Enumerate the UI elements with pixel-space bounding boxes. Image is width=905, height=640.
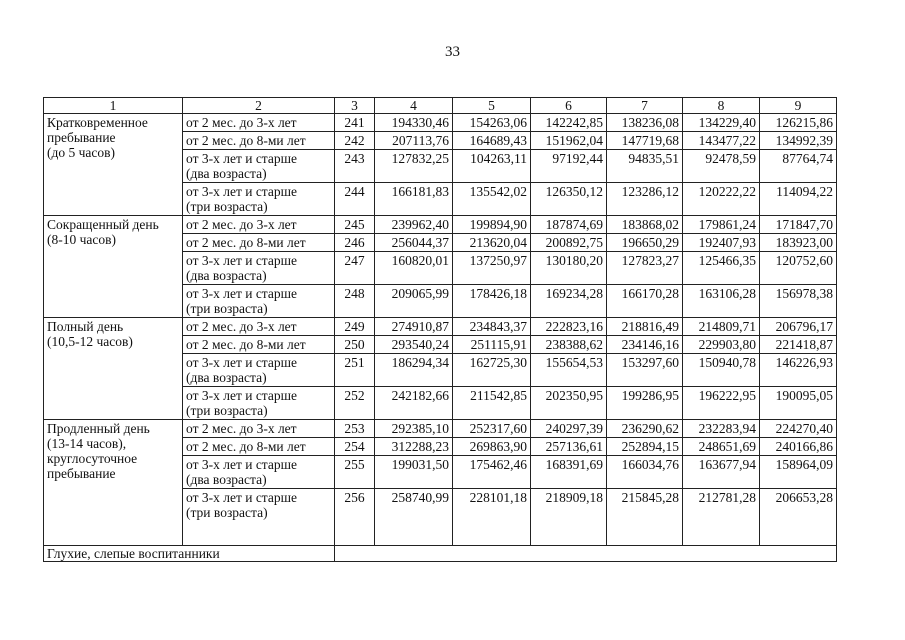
age-group-line: (три возраста) [186, 403, 268, 418]
value-cell: 211542,85 [453, 387, 531, 420]
value-cell: 187874,69 [531, 216, 607, 234]
column-header: 6 [531, 98, 607, 114]
value-cell: 206796,17 [760, 318, 837, 336]
value-cell: 166034,76 [607, 456, 683, 489]
code-cell: 245 [335, 216, 375, 234]
age-group-line: от 3-х лет и старше [186, 490, 298, 505]
value-cell: 269863,90 [453, 438, 531, 456]
value-cell: 134229,40 [683, 114, 760, 132]
value-cell: 213620,04 [453, 234, 531, 252]
value-cell: 155654,53 [531, 354, 607, 387]
value-cell: 240166,86 [760, 438, 837, 456]
value-cell: 192407,93 [683, 234, 760, 252]
age-group-line: от 2 мес. до 8-ми лет [186, 337, 306, 352]
value-cell: 186294,34 [375, 354, 453, 387]
value-cell: 168391,69 [531, 456, 607, 489]
value-cell: 224270,40 [760, 420, 837, 438]
category-cell [44, 216, 183, 318]
age-group-line: от 2 мес. до 3-х лет [186, 421, 297, 436]
age-group-cell [183, 354, 335, 387]
value-cell: 92478,59 [683, 150, 760, 183]
category-line: (8-10 часов) [47, 232, 117, 247]
footer-label: Глухие, слепые воспитанники [44, 546, 335, 562]
value-cell: 256044,37 [375, 234, 453, 252]
value-cell: 190095,05 [760, 387, 837, 420]
value-cell: 206653,28 [760, 489, 837, 546]
value-cell: 150940,78 [683, 354, 760, 387]
value-cell: 97192,44 [531, 150, 607, 183]
age-group-cell [183, 234, 335, 252]
category-line: пребывание [47, 466, 116, 481]
category-line: (до 5 часов) [47, 145, 116, 160]
value-cell: 169234,28 [531, 285, 607, 318]
value-cell: 199894,90 [453, 216, 531, 234]
value-cell: 142242,85 [531, 114, 607, 132]
value-cell: 215845,28 [607, 489, 683, 546]
category-line: Продленный день [47, 421, 150, 436]
value-cell: 212781,28 [683, 489, 760, 546]
age-group-cell [183, 216, 335, 234]
code-cell: 249 [335, 318, 375, 336]
value-cell: 179861,24 [683, 216, 760, 234]
value-cell: 242182,66 [375, 387, 453, 420]
value-cell: 87764,74 [760, 150, 837, 183]
category-line: Кратковременное [47, 115, 148, 130]
value-cell: 200892,75 [531, 234, 607, 252]
value-cell: 151962,04 [531, 132, 607, 150]
value-cell: 221418,87 [760, 336, 837, 354]
age-group-cell [183, 336, 335, 354]
age-group-line: от 3-х лет и старше [186, 388, 298, 403]
age-group-line: (два возраста) [186, 166, 267, 181]
value-cell: 178426,18 [453, 285, 531, 318]
value-cell: 123286,12 [607, 183, 683, 216]
age-group-line: от 2 мес. до 3-х лет [186, 217, 297, 232]
category-line: Полный день [47, 319, 124, 334]
value-cell: 183923,00 [760, 234, 837, 252]
value-cell: 126350,12 [531, 183, 607, 216]
value-cell: 163106,28 [683, 285, 760, 318]
category-line: (10,5-12 часов) [47, 334, 133, 349]
category-line: (13-14 часов), [47, 436, 127, 451]
value-cell: 258740,99 [375, 489, 453, 546]
age-group-line: от 2 мес. до 3-х лет [186, 115, 297, 130]
column-header: 1 [44, 98, 183, 114]
code-cell: 255 [335, 456, 375, 489]
value-cell: 196222,95 [683, 387, 760, 420]
age-group-line: (два возраста) [186, 268, 267, 283]
value-cell: 143477,22 [683, 132, 760, 150]
column-header: 3 [335, 98, 375, 114]
value-cell: 126215,86 [760, 114, 837, 132]
value-cell: 162725,30 [453, 354, 531, 387]
value-cell: 125466,35 [683, 252, 760, 285]
value-cell: 202350,95 [531, 387, 607, 420]
value-cell: 130180,20 [531, 252, 607, 285]
column-header: 5 [453, 98, 531, 114]
age-group-line: (три возраста) [186, 199, 268, 214]
value-cell: 175462,46 [453, 456, 531, 489]
age-group-line: от 2 мес. до 8-ми лет [186, 439, 306, 454]
header-row [44, 98, 837, 114]
value-cell: 222823,16 [531, 318, 607, 336]
age-group-cell [183, 150, 335, 183]
value-cell: 120752,60 [760, 252, 837, 285]
category-cell [44, 114, 183, 216]
age-group-cell [183, 183, 335, 216]
value-cell: 138236,08 [607, 114, 683, 132]
value-cell: 94835,51 [607, 150, 683, 183]
age-group-cell [183, 489, 335, 546]
value-cell: 134992,39 [760, 132, 837, 150]
value-cell: 257136,61 [531, 438, 607, 456]
value-cell: 229903,80 [683, 336, 760, 354]
value-cell: 274910,87 [375, 318, 453, 336]
value-cell: 209065,99 [375, 285, 453, 318]
category-cell [44, 318, 183, 420]
age-group-cell [183, 456, 335, 489]
age-group-line: от 3-х лет и старше [186, 286, 298, 301]
value-cell: 166170,28 [607, 285, 683, 318]
table-row [44, 318, 837, 336]
table-body [44, 114, 837, 546]
age-group-cell [183, 285, 335, 318]
value-cell: 232283,94 [683, 420, 760, 438]
code-cell: 247 [335, 252, 375, 285]
age-group-cell [183, 318, 335, 336]
code-cell: 256 [335, 489, 375, 546]
tariff-table [43, 97, 837, 562]
value-cell: 160820,01 [375, 252, 453, 285]
code-cell: 246 [335, 234, 375, 252]
value-cell: 218909,18 [531, 489, 607, 546]
age-group-line: (два возраста) [186, 370, 267, 385]
column-header: 2 [183, 98, 335, 114]
value-cell: 137250,97 [453, 252, 531, 285]
value-cell: 163677,94 [683, 456, 760, 489]
value-cell: 252894,15 [607, 438, 683, 456]
value-cell: 239962,40 [375, 216, 453, 234]
value-cell: 312288,23 [375, 438, 453, 456]
value-cell: 228101,18 [453, 489, 531, 546]
value-cell: 292385,10 [375, 420, 453, 438]
age-group-line: от 2 мес. до 8-ми лет [186, 235, 306, 250]
value-cell: 183868,02 [607, 216, 683, 234]
value-cell: 238388,62 [531, 336, 607, 354]
value-cell: 146226,93 [760, 354, 837, 387]
category-cell [44, 420, 183, 546]
value-cell: 196650,29 [607, 234, 683, 252]
value-cell: 194330,46 [375, 114, 453, 132]
value-cell: 147719,68 [607, 132, 683, 150]
value-cell: 166181,83 [375, 183, 453, 216]
code-cell: 253 [335, 420, 375, 438]
value-cell: 158964,09 [760, 456, 837, 489]
code-cell: 244 [335, 183, 375, 216]
column-header: 4 [375, 98, 453, 114]
age-group-cell [183, 438, 335, 456]
code-cell: 251 [335, 354, 375, 387]
value-cell: 207113,76 [375, 132, 453, 150]
footer-row [44, 546, 837, 562]
category-line: пребывание [47, 130, 116, 145]
value-cell: 236290,62 [607, 420, 683, 438]
category-line: Сокращенный день [47, 217, 159, 232]
value-cell: 240297,39 [531, 420, 607, 438]
age-group-cell [183, 420, 335, 438]
footer-blank-cell [335, 546, 837, 562]
code-cell: 252 [335, 387, 375, 420]
value-cell: 156978,38 [760, 285, 837, 318]
age-group-line: от 3-х лет и старше [186, 151, 298, 166]
column-header: 8 [683, 98, 760, 114]
code-cell: 254 [335, 438, 375, 456]
value-cell: 214809,71 [683, 318, 760, 336]
value-cell: 171847,70 [760, 216, 837, 234]
code-cell: 242 [335, 132, 375, 150]
code-cell: 241 [335, 114, 375, 132]
value-cell: 252317,60 [453, 420, 531, 438]
age-group-cell [183, 132, 335, 150]
value-cell: 251115,91 [453, 336, 531, 354]
category-line: круглосуточное [47, 451, 138, 466]
value-cell: 127832,25 [375, 150, 453, 183]
age-group-line: от 3-х лет и старше [186, 184, 298, 199]
age-group-cell [183, 114, 335, 132]
age-group-line: (два возраста) [186, 472, 267, 487]
value-cell: 199286,95 [607, 387, 683, 420]
value-cell: 293540,24 [375, 336, 453, 354]
value-cell: 127823,27 [607, 252, 683, 285]
age-group-line: от 3-х лет и старше [186, 355, 298, 370]
column-header: 7 [607, 98, 683, 114]
column-header: 9 [760, 98, 837, 114]
value-cell: 199031,50 [375, 456, 453, 489]
value-cell: 104263,11 [453, 150, 531, 183]
value-cell: 248651,69 [683, 438, 760, 456]
age-group-line: от 3-х лет и старше [186, 253, 298, 268]
age-group-line: от 3-х лет и старше [186, 457, 298, 472]
value-cell: 234843,37 [453, 318, 531, 336]
age-group-cell [183, 252, 335, 285]
page-number: 33 [445, 44, 460, 60]
table-row [44, 114, 837, 132]
code-cell: 248 [335, 285, 375, 318]
code-cell: 250 [335, 336, 375, 354]
age-group-line: (три возраста) [186, 505, 268, 520]
code-cell: 243 [335, 150, 375, 183]
value-cell: 234146,16 [607, 336, 683, 354]
value-cell: 164689,43 [453, 132, 531, 150]
value-cell: 120222,22 [683, 183, 760, 216]
value-cell: 153297,60 [607, 354, 683, 387]
age-group-line: (три возраста) [186, 301, 268, 316]
table-row [44, 216, 837, 234]
age-group-line: от 2 мес. до 8-ми лет [186, 133, 306, 148]
value-cell: 135542,02 [453, 183, 531, 216]
value-cell: 154263,06 [453, 114, 531, 132]
age-group-cell [183, 387, 335, 420]
age-group-line: от 2 мес. до 3-х лет [186, 319, 297, 334]
value-cell: 114094,22 [760, 183, 837, 216]
table-row [44, 420, 837, 438]
value-cell: 218816,49 [607, 318, 683, 336]
